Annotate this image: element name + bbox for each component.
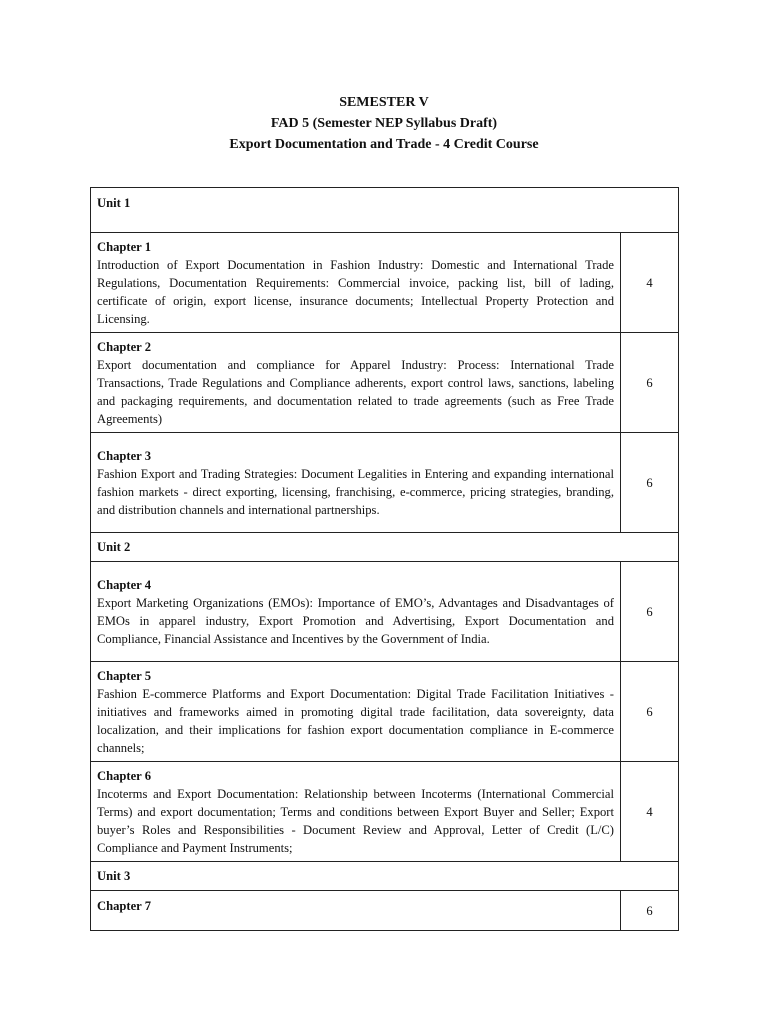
unit-cell	[91, 862, 679, 891]
unit-row	[91, 533, 679, 562]
chapter-row	[91, 762, 679, 862]
chapter-row	[91, 233, 679, 333]
chapter-row	[91, 433, 679, 533]
chapter-title: Chapter 6	[97, 768, 151, 783]
chapter-description: Introduction of Export Documentation in Fashion Industry: Domestic and International Trade Regulations, Documentation Requirements: Commercial invoice, packing list, bill of lading, certificate of origin, export license, insurance documents; Intellectual Property Protection and Licensing.	[97, 257, 614, 326]
chapter-content-cell	[91, 662, 621, 762]
chapter-row	[91, 562, 679, 662]
chapter-title: Chapter 2	[97, 339, 151, 354]
chapter-content-cell	[91, 762, 621, 862]
chapter-content-cell	[91, 233, 621, 333]
chapter-row	[91, 333, 679, 433]
course-code: FAD 5 (Semester NEP Syllabus Draft)	[270, 116, 498, 131]
chapter-description: Export documentation and compliance for Apparel Industry: Process: International Trade Transactions, Trade Regulations and Compliance adherents, export control laws, sanctions, labeling and packaging requirements, and documentation related to trade agreements (such as Free Trade Agreements)	[97, 357, 614, 426]
course-title: Export Documentation and Trade - 4 Credit Course	[229, 137, 539, 152]
chapter-credits: 6	[621, 662, 679, 762]
unit-title: Unit 3	[97, 869, 131, 883]
chapter-credits: 4	[621, 762, 679, 862]
chapter-title: Chapter 5	[97, 668, 151, 683]
syllabus-table	[90, 187, 679, 931]
chapter-content-cell	[91, 433, 621, 533]
chapter-description: Fashion E-commerce Platforms and Export Documentation: Digital Trade Facilitation Initiatives - initiatives and frameworks aimed in promoting digital trade facilitation, data sovereignty, data localization, and their implications for fashion export documentation compliance in E-commerce channels;	[97, 686, 614, 755]
chapter-content-cell	[91, 891, 621, 931]
chapter-description: Fashion Export and Trading Strategies: Document Legalities in Entering and expanding international fashion markets - direct exporting, licensing, franchising, e-commerce, pricing strategies, branding, and distribution channels and international partnerships.	[97, 466, 614, 517]
document-heading	[0, 92, 768, 155]
chapter-title: Chapter 4	[97, 577, 151, 592]
chapter-title: Chapter 1	[97, 239, 151, 254]
chapter-title: Chapter 7	[97, 899, 151, 913]
chapter-title: Chapter 3	[97, 448, 151, 463]
chapter-credits: 6	[621, 433, 679, 533]
unit-cell	[91, 533, 679, 562]
chapter-credits: 6	[621, 562, 679, 662]
chapter-credits: 4	[621, 233, 679, 333]
semester-title: SEMESTER V	[339, 95, 429, 110]
chapter-description: Incoterms and Export Documentation: Relationship between Incoterms (International Commercial Terms) and export documentation; Terms and conditions between Export Buyer and Seller; Export buyer’s Roles and Responsibilities - Document Review and Approval, Letter of Credit (L/C) Compliance and Payment Instruments;	[97, 786, 614, 855]
unit-title: Unit 1	[97, 196, 131, 210]
chapter-row	[91, 662, 679, 762]
chapter-description: Export Marketing Organizations (EMOs): Importance of EMO’s, Advantages and Disadvantages of EMOs in apparel industry, Export Promotion and Advertising, Export Documentation and Compliance, Financial Assistance and Incentives by the Government of India.	[97, 595, 614, 646]
chapter-credits: 6	[621, 333, 679, 433]
unit-row	[91, 862, 679, 891]
chapter-content-cell	[91, 562, 621, 662]
chapter-credits: 6	[621, 891, 679, 931]
chapter-content-cell	[91, 333, 621, 433]
unit-cell	[91, 188, 679, 233]
unit-title: Unit 2	[97, 540, 131, 554]
unit-row	[91, 188, 679, 233]
chapter-row	[91, 891, 679, 931]
